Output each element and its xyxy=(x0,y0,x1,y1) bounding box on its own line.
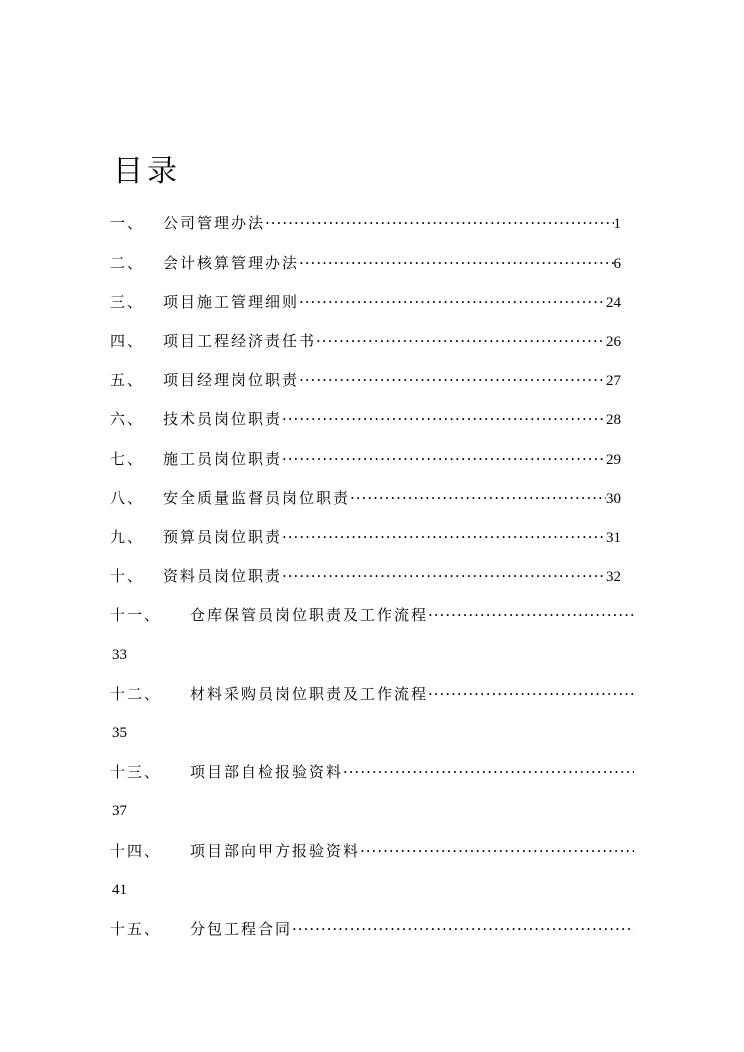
toc-entry-number: 十一、 xyxy=(110,606,162,624)
toc-leader-dots xyxy=(316,329,606,353)
toc-entry xyxy=(0,368,744,392)
toc-leader-dots xyxy=(343,760,634,784)
toc-entry-page: 32 xyxy=(606,569,621,585)
toc-entry-page: 33 xyxy=(112,647,127,663)
toc-entry-number: 一、 xyxy=(110,214,145,232)
toc-entry-row xyxy=(190,839,634,863)
toc-entry-row xyxy=(163,525,621,550)
toc-entry xyxy=(0,564,744,588)
toc-entry-label: 项目工程经济责任书 xyxy=(163,332,317,350)
toc-entry-label: 项目施工管理细则 xyxy=(163,293,300,311)
toc-entry-page: 37 xyxy=(112,803,127,819)
toc-entry-number: 五、 xyxy=(110,371,145,389)
toc-entry-number: 四、 xyxy=(110,332,145,350)
toc-entry-label: 仓库保管员岗位职责及工作流程 xyxy=(190,606,429,624)
toc-entry-label: 施工员岗位职责 xyxy=(163,450,283,468)
toc-leader-dots xyxy=(282,564,606,588)
toc-entry-label: 预算员岗位职责 xyxy=(163,528,283,546)
toc-entry-row xyxy=(190,603,634,627)
toc-entry-label: 资料员岗位职责 xyxy=(163,567,283,585)
toc-entry-row xyxy=(163,329,621,354)
toc-leader-dots xyxy=(428,603,634,627)
toc-entry-row xyxy=(190,760,634,784)
toc-entry xyxy=(0,682,744,706)
toc-entry-number: 十四、 xyxy=(110,842,162,860)
toc-entry-row xyxy=(163,447,621,472)
toc-entry-number: 七、 xyxy=(110,450,145,468)
toc-leader-dots xyxy=(428,682,634,706)
toc-entry-page: 41 xyxy=(112,882,127,898)
toc-title: 目录 xyxy=(113,154,181,189)
toc-entry xyxy=(0,486,744,510)
toc-leader-dots xyxy=(299,290,606,314)
toc-entry-number: 十、 xyxy=(110,567,145,585)
toc-entry xyxy=(0,407,744,431)
toc-entry-page: 29 xyxy=(606,452,621,468)
toc-entry xyxy=(0,251,744,275)
toc-entry xyxy=(0,760,744,784)
toc-entry-page: 31 xyxy=(606,530,621,546)
toc-entry-label: 安全质量监督员岗位职责 xyxy=(163,489,351,507)
toc-entry xyxy=(0,447,744,471)
toc-entry-page: 27 xyxy=(606,373,621,389)
toc-entry-label: 技术员岗位职责 xyxy=(163,410,283,428)
toc-leader-dots xyxy=(299,368,606,392)
toc-entry-page: 35 xyxy=(112,725,127,741)
toc-entry xyxy=(0,211,744,235)
toc-leader-dots xyxy=(360,839,634,863)
toc-entry-label: 材料采购员岗位职责及工作流程 xyxy=(190,685,429,703)
toc-entry-number: 十五、 xyxy=(110,920,162,938)
toc-leader-dots xyxy=(350,486,606,510)
toc-entry-page: 24 xyxy=(606,295,621,311)
toc-entry-row xyxy=(163,564,621,589)
toc-entry-row xyxy=(163,368,621,393)
toc-entry-page: 28 xyxy=(606,412,621,428)
toc-leader-dots xyxy=(282,407,606,431)
toc-entry-label: 项目部向甲方报验资料 xyxy=(190,842,361,860)
toc-entry-row xyxy=(163,251,621,276)
toc-entry-page: 1 xyxy=(613,216,621,232)
toc-leader-dots xyxy=(292,917,634,941)
toc-entry-number: 六、 xyxy=(110,410,145,428)
toc-entry-row xyxy=(190,682,634,706)
toc-entry-page: 30 xyxy=(606,491,621,507)
toc-entry-row xyxy=(190,917,634,941)
toc-entry-page: 26 xyxy=(606,334,621,350)
toc-entry-row xyxy=(163,486,621,511)
toc-leader-dots xyxy=(282,447,606,471)
toc-entry-label: 项目部自检报验资料 xyxy=(190,763,344,781)
toc-entry-number: 三、 xyxy=(110,293,145,311)
toc-entry-row xyxy=(163,211,621,236)
toc-entry xyxy=(0,917,744,941)
toc-entry-label: 会计核算管理办法 xyxy=(163,254,300,272)
toc-entry-label: 公司管理办法 xyxy=(163,214,266,232)
toc-entry xyxy=(0,290,744,314)
toc-entry-number: 八、 xyxy=(110,489,145,507)
toc-entry xyxy=(0,329,744,353)
toc-entry xyxy=(0,525,744,549)
toc-leader-dots xyxy=(265,211,613,235)
toc-entry-page: 6 xyxy=(613,256,621,272)
toc-leader-dots xyxy=(299,251,613,275)
toc-entry-number: 十三、 xyxy=(110,763,162,781)
toc-entry-label: 分包工程合同 xyxy=(190,920,293,938)
toc-entry xyxy=(0,839,744,863)
toc-entry-label: 项目经理岗位职责 xyxy=(163,371,300,389)
toc-entry-number: 十二、 xyxy=(110,685,162,703)
toc-entry-row xyxy=(163,407,621,432)
toc-leader-dots xyxy=(282,525,606,549)
toc-entry-row xyxy=(163,290,621,315)
toc-entry xyxy=(0,603,744,627)
toc-entry-number: 九、 xyxy=(110,528,145,546)
toc-entry-number: 二、 xyxy=(110,254,145,272)
